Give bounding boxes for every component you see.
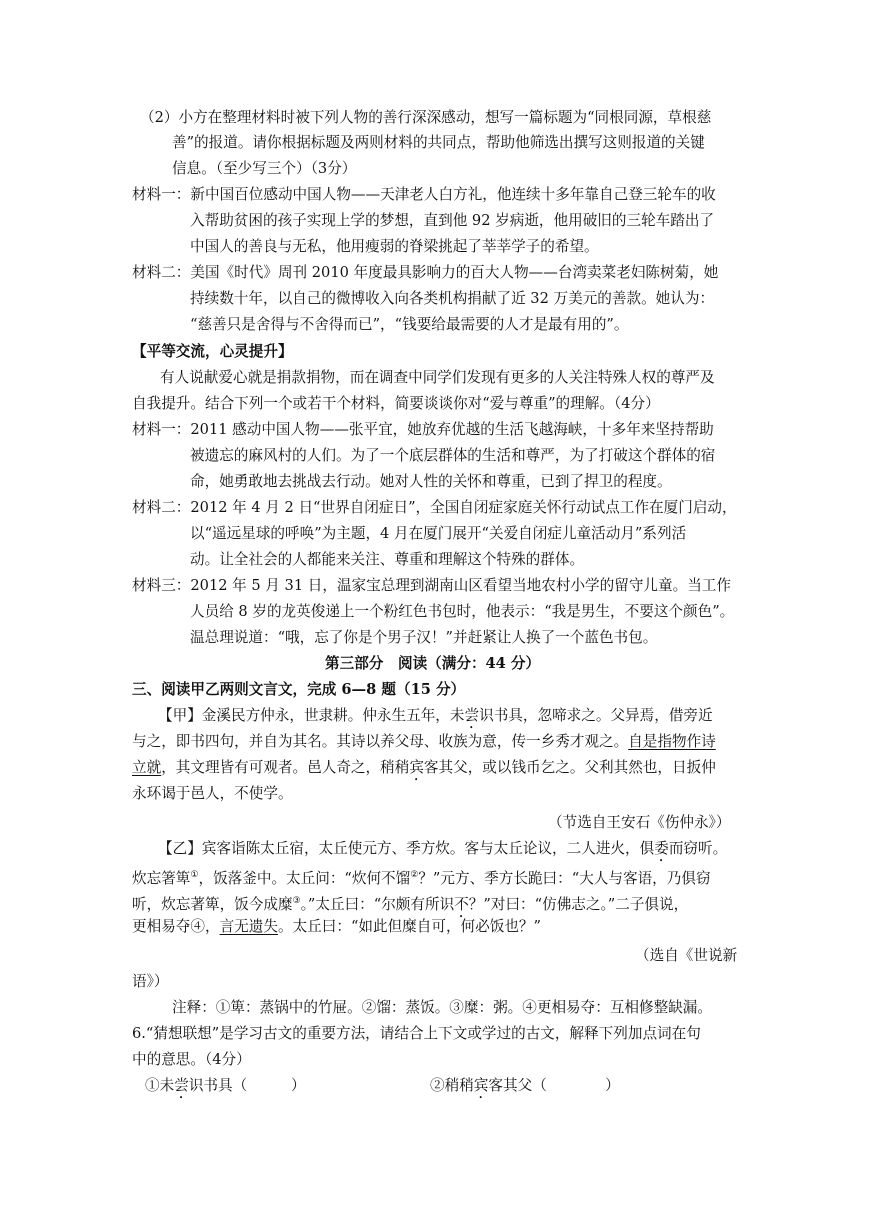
q6-line-2: 中的意思。（4分） xyxy=(132,1051,251,1068)
yi-line-4 xyxy=(132,917,541,937)
dotted-word: 不 xyxy=(454,896,469,913)
q6-text: ②稍稍 xyxy=(430,1077,474,1094)
q6-text: 识书具（ ） xyxy=(188,1077,306,1094)
yi-text: ，饭落釜中。太丘问：“炊何不馏 xyxy=(198,870,411,887)
yi-source-line-1: （选自《世说新 xyxy=(635,947,738,964)
yi-line-2 xyxy=(132,865,711,889)
jia-line-3 xyxy=(132,758,716,784)
section-3-heading: 三、阅读甲乙两则文言文，完成 6—8 题（15 分） xyxy=(132,681,466,698)
jia-text: ，其文理皆有可观者。邑人奇之，稍稍 xyxy=(161,759,410,776)
dotted-word: 尝 xyxy=(174,1077,189,1094)
q2-line-3: 信息。（至少写三个）（3分） xyxy=(172,160,357,177)
jia-line-1 xyxy=(158,706,713,732)
yi-text: ？”对曰：“仿佛志之。”二子俱说， xyxy=(468,896,689,913)
underlined-phrase: 自是指物作诗 xyxy=(628,733,716,750)
q6-text: 客其父（ ） xyxy=(488,1077,620,1094)
q2-material-2-line-3: “慈善只是舍得与不舍得而已”，“钱要给最需要的人才是最有用的”。 xyxy=(190,316,629,333)
yi-text: 听，炊忘著箄，饭今成糜 xyxy=(132,896,293,913)
footnote-mark: ② xyxy=(410,870,419,880)
yi-text: 。太丘曰：“如此但糜自可，何必饭也？” xyxy=(277,918,541,935)
q6-item-1 xyxy=(145,1076,306,1102)
underlined-phrase: 立就 xyxy=(132,759,162,776)
yi-text: 更相易夺④， xyxy=(132,918,220,935)
section-material-1-line-3: 命，她勇敢地去挑战去行动。她对人性的关怀和尊重，已到了捍卫的程度。 xyxy=(190,473,672,490)
dotted-word: 尝 xyxy=(464,707,480,724)
q2-material-1-line-2: 入帮助贫困的孩子实现上学的梦想，直到他 92 岁病逝，他用破旧的三轮车踏出了 xyxy=(190,212,715,229)
q6-text: ①未 xyxy=(145,1077,175,1094)
q2-material-1-line-3: 中国人的善良与无私，他用瘦弱的脊梁挑起了莘莘学子的希望。 xyxy=(190,238,599,255)
yi-text: 而窃听。 xyxy=(668,840,728,857)
q6-item-2 xyxy=(430,1076,620,1102)
jia-text: 与之，即书四句，并自为其名。其诗以养父母、收族为意，传一乡秀才观之。 xyxy=(132,733,629,750)
section-material-2-line-1: 材料二：2012 年 4 月 2 日“世界自闭症日”，全国自闭症家庭关怀行动试点工作在厦门启动， xyxy=(132,499,737,516)
yi-source-line-2: 语》） xyxy=(132,973,169,990)
jia-line-2 xyxy=(132,732,716,752)
q2-material-1-line-1: 材料一：新中国百位感动中国人物——天津老人白方礼，他连续十多年靠自己登三轮车的收 xyxy=(132,186,716,203)
yi-text: 。”太丘曰：“尔颇有所识 xyxy=(300,896,455,913)
yi-text: 【乙】宾客诣陈太丘宿，太丘使元方、季方炊。客与太丘论议，二人进火，俱 xyxy=(158,840,655,857)
part-3-title: 第三部分 阅读（满分：44 分） xyxy=(325,655,541,672)
underlined-phrase: 言无遗失 xyxy=(219,918,278,935)
section-material-2-line-2: 以“遥远星球的呼唤”为主题，4 月在厦门展开“关爱自闭症儿童活动月”系列活 xyxy=(190,525,687,542)
yi-text: 炊忘箸箄 xyxy=(132,870,191,887)
q2-material-2-line-1: 材料二：美国《时代》周刊 2010 年度最具影响力的百大人物——台湾卖菜老妇陈树菊，她 xyxy=(132,264,719,281)
q2-material-2-line-2: 持续数十年，以自己的微博收入向各类机构捐献了近 32 万美元的善款。她认为： xyxy=(190,290,715,307)
jia-text: 客其父，或以钱币乞之。父利其然也，日扳仲 xyxy=(423,759,716,776)
q6-line-1: 6.“猜想联想”是学习古文的重要方法，请结合上下文或学过的古文，解释下列加点词在句 xyxy=(132,1025,701,1042)
dotted-word: 宾 xyxy=(473,1077,489,1094)
q2-line-2: 善”的报道。请你根据标题及两则材料的共同点，帮助他筛选出撰写这则报道的关键 xyxy=(172,134,705,151)
section-material-1-line-1: 材料一：2011 感动中国人物——张平宜，她放弃优越的生活飞越海峡，十多年来坚持帮助 xyxy=(132,421,714,438)
section-material-3-line-1: 材料三：2012 年 5 月 31 日，温家宝总理到湖南山区看望当地农村小学的留守儿童。当工作 xyxy=(132,577,731,594)
section-material-3-line-2: 人员给 8 岁的龙英俊递上一个粉红色书包时，他表示：“我是男生，不要这个颜色”。 xyxy=(190,603,735,620)
jia-source: （节选自王安石《伤仲永》） xyxy=(548,814,731,831)
section-heading: 【平等交流，心灵提升】 xyxy=(132,343,293,360)
section-intro-line-2: 自我提升。结合下列一个或若干个材料，简要谈谈你对“爱与尊重”的理解。（4分） xyxy=(132,395,660,412)
section-material-3-line-3: 温总理说道：“哦，忘了你是个男子汉！”并赶紧让人换了一个蓝色书包。 xyxy=(190,629,658,646)
jia-text: 识书具，忽啼求之。父异焉，借旁近 xyxy=(479,707,713,724)
footnote-mark: ③ xyxy=(292,896,301,906)
section-material-1-line-2: 被遗忘的麻风村的人们。为了一个底层群体的生活和尊严，为了打破这个群体的宿 xyxy=(190,447,716,464)
jia-line-4: 永环谒于邑人，不使学。 xyxy=(132,785,293,802)
jia-text: 【甲】金溪民方仲永，世隶耕。仲永生五年，未 xyxy=(158,707,465,724)
yi-notes: 注释：①箄：蒸锅中的竹屉。②馏：蒸饭。③糜：粥。④更相易夺：互相修整缺漏。 xyxy=(172,999,712,1016)
dotted-word: 委 xyxy=(654,840,669,857)
yi-text: ？”元方、季方长跪曰：“大人与客语，乃俱窃 xyxy=(418,870,711,887)
q2-line-1: （2）小方在整理材料时被下列人物的善行深深感动，想写一篇标题为“同根同源，草根慈 xyxy=(140,109,712,126)
yi-line-1 xyxy=(158,839,727,865)
section-intro-line-1: 有人说献爱心就是捐款捐物，而在调查中同学们发现有更多的人关注特殊人权的尊严及 xyxy=(160,369,715,386)
dotted-word: 宾 xyxy=(409,759,424,776)
footnote-mark: ① xyxy=(190,870,199,880)
section-material-2-line-3: 动。让全社会的人都能来关注、尊重和理解这个特殊的群体。 xyxy=(190,551,585,568)
